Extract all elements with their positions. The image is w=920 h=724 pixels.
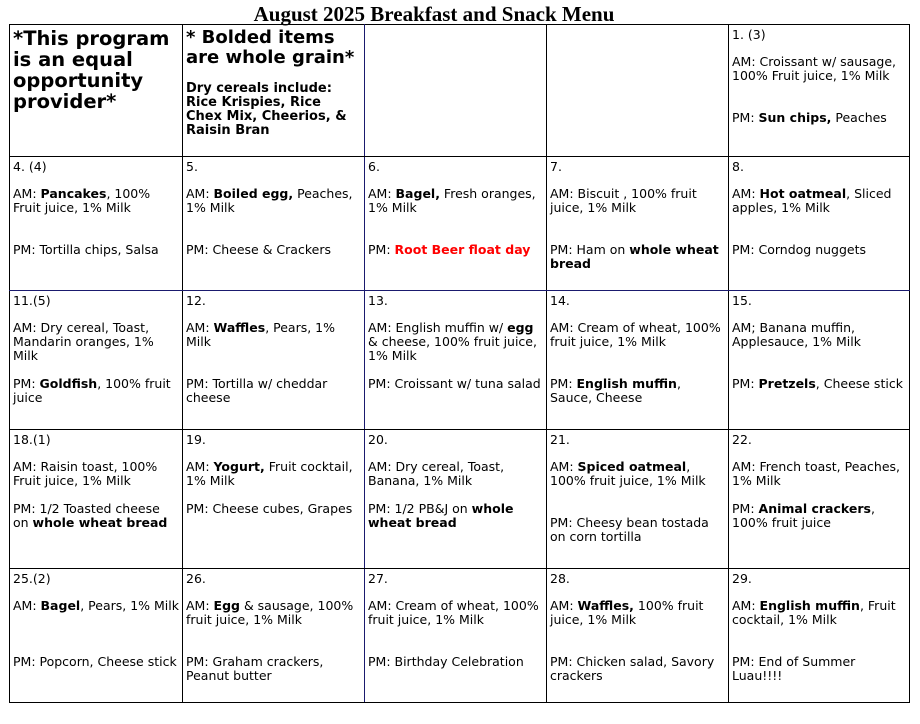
day-cell <box>10 291 183 430</box>
pm-menu: PM: Cheese cubes, Grapes <box>186 501 353 516</box>
whole-grain-notice-cell <box>183 25 365 157</box>
day-label: 14. <box>550 293 570 308</box>
pm-menu: PM: Graham crackers, Peanut butter <box>186 654 324 683</box>
pm-menu: PM: End of Summer Luau!!!! <box>732 654 856 683</box>
am-menu: AM: Bagel, Fresh oranges, 1% Milk <box>368 186 536 215</box>
am-menu: AM: Waffles, 100% fruit juice, 1% Milk <box>550 598 704 627</box>
day-label: 1. (3) <box>732 27 766 42</box>
day-cell <box>729 569 910 703</box>
am-menu: AM: French toast, Peaches, 1% Milk <box>732 459 901 488</box>
am-menu: AM; Banana muffin, Applesauce, 1% Milk <box>732 320 861 349</box>
am-menu: AM: Bagel, Pears, 1% Milk <box>13 598 179 613</box>
am-menu: AM: Biscuit , 100% fruit juice, 1% Milk <box>550 186 697 215</box>
day-label: 4. (4) <box>13 159 47 174</box>
day-cell <box>10 430 183 569</box>
pm-menu: PM: Cheese & Crackers <box>186 242 331 257</box>
day-cell <box>729 430 910 569</box>
day-cell <box>10 157 183 291</box>
day-label: 19. <box>186 432 206 447</box>
pm-menu: PM: Tortilla w/ cheddar cheese <box>186 376 328 405</box>
pm-menu: PM: Birthday Celebration <box>368 654 524 669</box>
pm-menu: PM: 1/2 Toasted cheese on whole wheat bread <box>13 501 168 530</box>
provider-notice-cell <box>10 25 183 157</box>
am-menu: AM: Yogurt, Fruit cocktail, 1% Milk <box>186 459 353 488</box>
am-menu: AM: English muffin, Fruit cocktail, 1% Milk <box>732 598 896 627</box>
am-menu: AM: Waffles, Pears, 1% Milk <box>186 320 336 349</box>
day-label: 13. <box>368 293 388 308</box>
day-cell <box>729 291 910 430</box>
am-menu: AM: Croissant w/ sausage, 100% Fruit juice, 1% Milk <box>732 54 896 83</box>
pm-menu: PM: English muffin, Sauce, Cheese <box>550 376 681 405</box>
day-cell <box>547 157 729 291</box>
day-cell <box>183 430 365 569</box>
day-cell <box>365 430 547 569</box>
day-cell <box>183 291 365 430</box>
am-menu: AM: Egg & sausage, 100% fruit juice, 1% Milk <box>186 598 354 627</box>
am-menu: AM: Spiced oatmeal, 100% fruit juice, 1% Milk <box>550 459 706 488</box>
pm-menu: PM: Popcorn, Cheese stick <box>13 654 177 669</box>
pm-menu: PM: 1/2 PB&J on whole wheat bread <box>368 501 514 530</box>
page-title: August 2025 Breakfast and Snack Menu <box>253 2 615 26</box>
pm-menu: PM: Cheesy bean tostada on corn tortilla <box>550 515 709 544</box>
am-menu: AM: Boiled egg, Peaches, 1% Milk <box>186 186 353 215</box>
day-label: 8. <box>732 159 744 174</box>
am-menu: AM: Raisin toast, 100% Fruit juice, 1% Milk <box>13 459 158 488</box>
day-cell <box>365 157 547 291</box>
day-cell <box>547 569 729 703</box>
day-label: 18.(1) <box>13 432 51 447</box>
day-cell <box>10 569 183 703</box>
cereal-notice: Dry cereals include: Rice Krispies, Rice Chex Mix, Cheerios, & Raisin Bran <box>186 81 347 138</box>
pm-menu: PM: Ham on whole wheat bread <box>550 242 719 271</box>
pm-menu: PM: Corndog nuggets <box>732 242 867 257</box>
day-label: 12. <box>186 293 206 308</box>
day-cell <box>365 569 547 703</box>
day-label: 7. <box>550 159 562 174</box>
am-menu: AM: Cream of wheat, 100% fruit juice, 1% Milk <box>368 598 539 627</box>
pm-menu: PM: Tortilla chips, Salsa <box>13 242 159 257</box>
day-label: 5. <box>186 159 198 174</box>
day-label: 20. <box>368 432 388 447</box>
pm-menu: PM: Sun chips, Peaches <box>732 110 887 125</box>
pm-menu: PM: Chicken salad, Savory crackers <box>550 654 715 683</box>
pm-menu: PM: Croissant w/ tuna salad <box>368 376 541 391</box>
day-cell <box>729 25 910 157</box>
day-cell <box>183 569 365 703</box>
am-menu: AM: Cream of wheat, 100% fruit juice, 1% Milk <box>550 320 721 349</box>
day-label: 6. <box>368 159 380 174</box>
day-label: 27. <box>368 571 388 586</box>
day-cell <box>547 430 729 569</box>
day-label: 11.(5) <box>13 293 51 308</box>
whole-grain-notice: * Bolded items are whole grain* <box>186 27 355 68</box>
day-label: 25.(2) <box>13 571 51 586</box>
menu-calendar <box>9 24 910 703</box>
day-label: 22. <box>732 432 752 447</box>
day-cell <box>729 157 910 291</box>
day-label: 26. <box>186 571 206 586</box>
am-menu: AM: Dry cereal, Toast, Mandarin oranges, 1% Milk <box>13 320 154 363</box>
am-menu: AM: Hot oatmeal, Sliced apples, 1% Milk <box>732 186 892 215</box>
highlight-event: Root Beer float day <box>394 242 531 257</box>
am-menu: AM: Pancakes, 100% Fruit juice, 1% Milk <box>13 186 151 215</box>
empty-cell <box>547 25 729 157</box>
day-cell <box>183 157 365 291</box>
day-label: 21. <box>550 432 570 447</box>
pm-menu: PM: Goldfish, 100% fruit juice <box>13 376 171 405</box>
empty-cell <box>365 25 547 157</box>
day-label: 15. <box>732 293 752 308</box>
day-cell <box>547 291 729 430</box>
am-menu: AM: English muffin w/ egg & cheese, 100% fruit juice, 1% Milk <box>368 320 537 363</box>
day-cell <box>365 291 547 430</box>
day-label: 28. <box>550 571 570 586</box>
pm-menu: PM: Pretzels, Cheese stick <box>732 376 903 391</box>
am-menu: AM: Dry cereal, Toast, Banana, 1% Milk <box>368 459 505 488</box>
day-label: 29. <box>732 571 752 586</box>
provider-notice: *This program is an equal opportunity provider* <box>13 27 170 113</box>
pm-menu: PM: Animal crackers, 100% fruit juice <box>732 501 875 530</box>
pm-menu: PM: Root Beer float day <box>368 242 531 257</box>
